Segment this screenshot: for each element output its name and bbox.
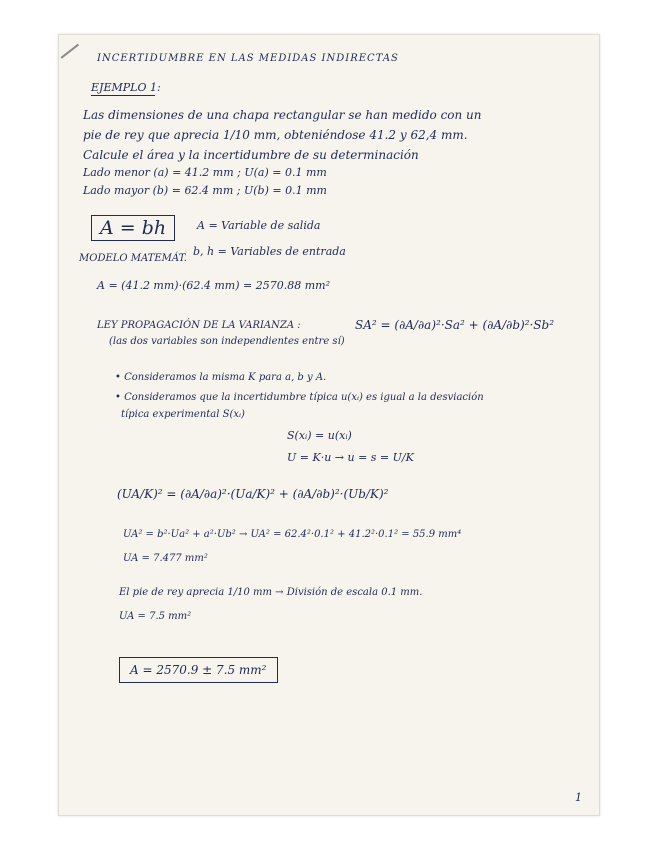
bullet-1: • Consideramos la misma K para a, b y A. — [115, 372, 327, 383]
bullet-2: • Consideramos que la incertidumbre típica u(xᵢ) es igual a la desviación — [115, 392, 484, 403]
ua-squared-line: UA² = b²·Ua² + a²·Ub² → UA² = 62.4²·0.1² + 41.2²·0.1² = 55.9 mm⁴ — [123, 529, 462, 540]
ley-note: (las dos variables son independientes entre sí) — [109, 336, 345, 347]
precision-note: El pie de rey aprecia 1/10 mm → División de escala 0.1 mm. — [119, 587, 423, 598]
example-heading: EJEMPLO 1: — [91, 81, 161, 94]
area-calculation: A = (41.2 mm)·(62.4 mm) = 2570.88 mm² — [97, 279, 330, 292]
ley-formula: SA² = (∂A/∂a)²·Sa² + (∂A/∂b)²·Sb² — [355, 318, 555, 332]
equation-u: U = K·u → u = s = U/K — [287, 451, 414, 464]
notebook-page — [58, 34, 600, 816]
page-number: 1 — [575, 791, 582, 804]
ua-rounded: UA = 7.5 mm² — [119, 611, 192, 622]
ley-label: LEY PROPAGACIÓN DE LA VARIANZA : — [97, 320, 301, 331]
propagation-equation: (UA/K)² = (∂A/∂a)²·(Ua/K)² + (∂A/∂b)²·(Ub/K)² — [117, 487, 389, 501]
heading-underline — [91, 95, 155, 96]
ua-value-line: UA = 7.477 mm² — [123, 553, 208, 564]
statement-line-1: Las dimensiones de una chapa rectangular se han medido con un — [83, 108, 482, 122]
page-title: INCERTIDUMBRE EN LAS MEDIDAS INDIRECTAS — [97, 53, 399, 64]
model-input-text: b, h = Variables de entrada — [193, 245, 346, 258]
given-line-2: Lado mayor (b) = 62.4 mm ; U(b) = 0.1 mm — [83, 184, 327, 197]
page-fold-mark — [61, 44, 79, 59]
statement-line-3: Calcule el área y la incertidumbre de su determinación — [83, 148, 419, 162]
equation-s: S(xᵢ) = u(xᵢ) — [287, 429, 352, 442]
model-output-text: A = Variable de salida — [197, 219, 321, 232]
model-box: A = bh — [91, 215, 175, 241]
result-box: A = 2570.9 ± 7.5 mm² — [119, 657, 278, 683]
statement-line-2: pie de rey que aprecia 1/10 mm, obteniéndose 41.2 y 62,4 mm. — [83, 128, 468, 142]
given-line-1: Lado menor (a) = 41.2 mm ; U(a) = 0.1 mm — [83, 166, 327, 179]
model-label: MODELO MATEMÁT. — [79, 253, 187, 264]
bullet-3: típica experimental S(xᵢ) — [121, 409, 245, 420]
